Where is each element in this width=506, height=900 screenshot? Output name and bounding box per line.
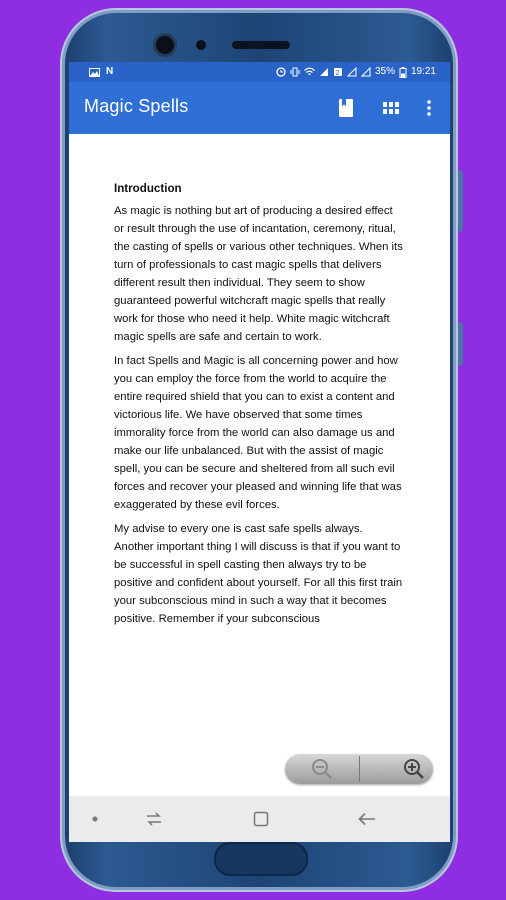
battery-percent: 35% <box>374 66 395 77</box>
hardware-home-button[interactable] <box>214 842 308 876</box>
zoom-in-button[interactable] <box>359 754 433 784</box>
signal-icon-3 <box>361 67 371 77</box>
status-left <box>89 65 113 79</box>
recents-button[interactable] <box>142 807 166 831</box>
status-bar <box>69 62 450 82</box>
grid-button[interactable] <box>378 95 404 121</box>
status-right <box>276 65 436 79</box>
nav-dot <box>83 807 107 831</box>
more-options-button[interactable] <box>416 95 442 121</box>
battery-icon <box>399 67 407 78</box>
earpiece-speaker <box>232 41 290 49</box>
zoom-control <box>285 754 433 784</box>
zoom-out-button[interactable] <box>285 754 359 784</box>
more-icon <box>427 100 431 116</box>
article-paragraph-2: In fact Spells and Magic is all concerning power and how you can employ the force from the world to acquire the entire required shield that you can to exist a content and victorious life. We have observed that some times immorality force from the world can also damage us and make our life unbalanced. But with the assist of magic spell, you can be secure and sheltered from all such evil forces and recover your pleased and winning life that was exaggerated by these evil forces. <box>114 355 402 511</box>
vibrate-icon <box>290 67 300 77</box>
bookmark-icon <box>338 99 354 117</box>
grid-icon <box>383 101 399 115</box>
wifi-icon <box>304 67 315 77</box>
zoom-out-icon <box>311 758 333 780</box>
alarm-icon <box>276 67 286 77</box>
volume-button <box>458 170 463 232</box>
recents-icon <box>145 811 163 827</box>
back-button[interactable] <box>355 807 379 831</box>
screen <box>69 62 450 842</box>
navigation-bar <box>69 796 450 842</box>
article-paragraph-3: My advise to every one is cast safe spells always. Another important thing I will discuss is that if you want to be successful in spell casting then always try to be positive and confident about yourself. For all this first train your subconscious mind in such a way that it becomes positive. Remember if your subconscious <box>114 523 403 625</box>
article-paragraph-1: As magic is nothing but art of producing a desired effect or result through the use of incantation, ceremony, ritual, the casting of spells or various other techniques. When its turn of professionals to cast magic spells that delivers different result then individual. They seem to show guaranteed powerful witchcraft magic spells that really work for those who need it help. White magic witchcraft magic spells are safe and certain to work. <box>114 205 403 343</box>
power-button <box>458 322 463 366</box>
app-title: Magic Spells <box>84 96 189 116</box>
image-icon <box>89 68 100 77</box>
n-icon: N <box>106 66 114 77</box>
bookmark-button[interactable] <box>333 95 359 121</box>
zoom-in-icon <box>403 758 425 780</box>
article-content <box>114 180 404 634</box>
signal-icon <box>319 67 329 77</box>
proximity-sensor <box>196 40 206 50</box>
back-icon <box>358 812 376 826</box>
home-nav-button[interactable] <box>249 807 273 831</box>
app-bar <box>69 82 450 134</box>
clock: 19:21 <box>410 66 436 77</box>
sim-icon <box>333 67 343 77</box>
signal-icon-2 <box>347 67 357 77</box>
front-camera <box>156 36 174 54</box>
article-heading: Introduction <box>114 182 182 195</box>
svg-text:2: 2 <box>335 70 340 77</box>
dot-icon <box>92 816 98 822</box>
home-square-icon <box>253 811 269 827</box>
